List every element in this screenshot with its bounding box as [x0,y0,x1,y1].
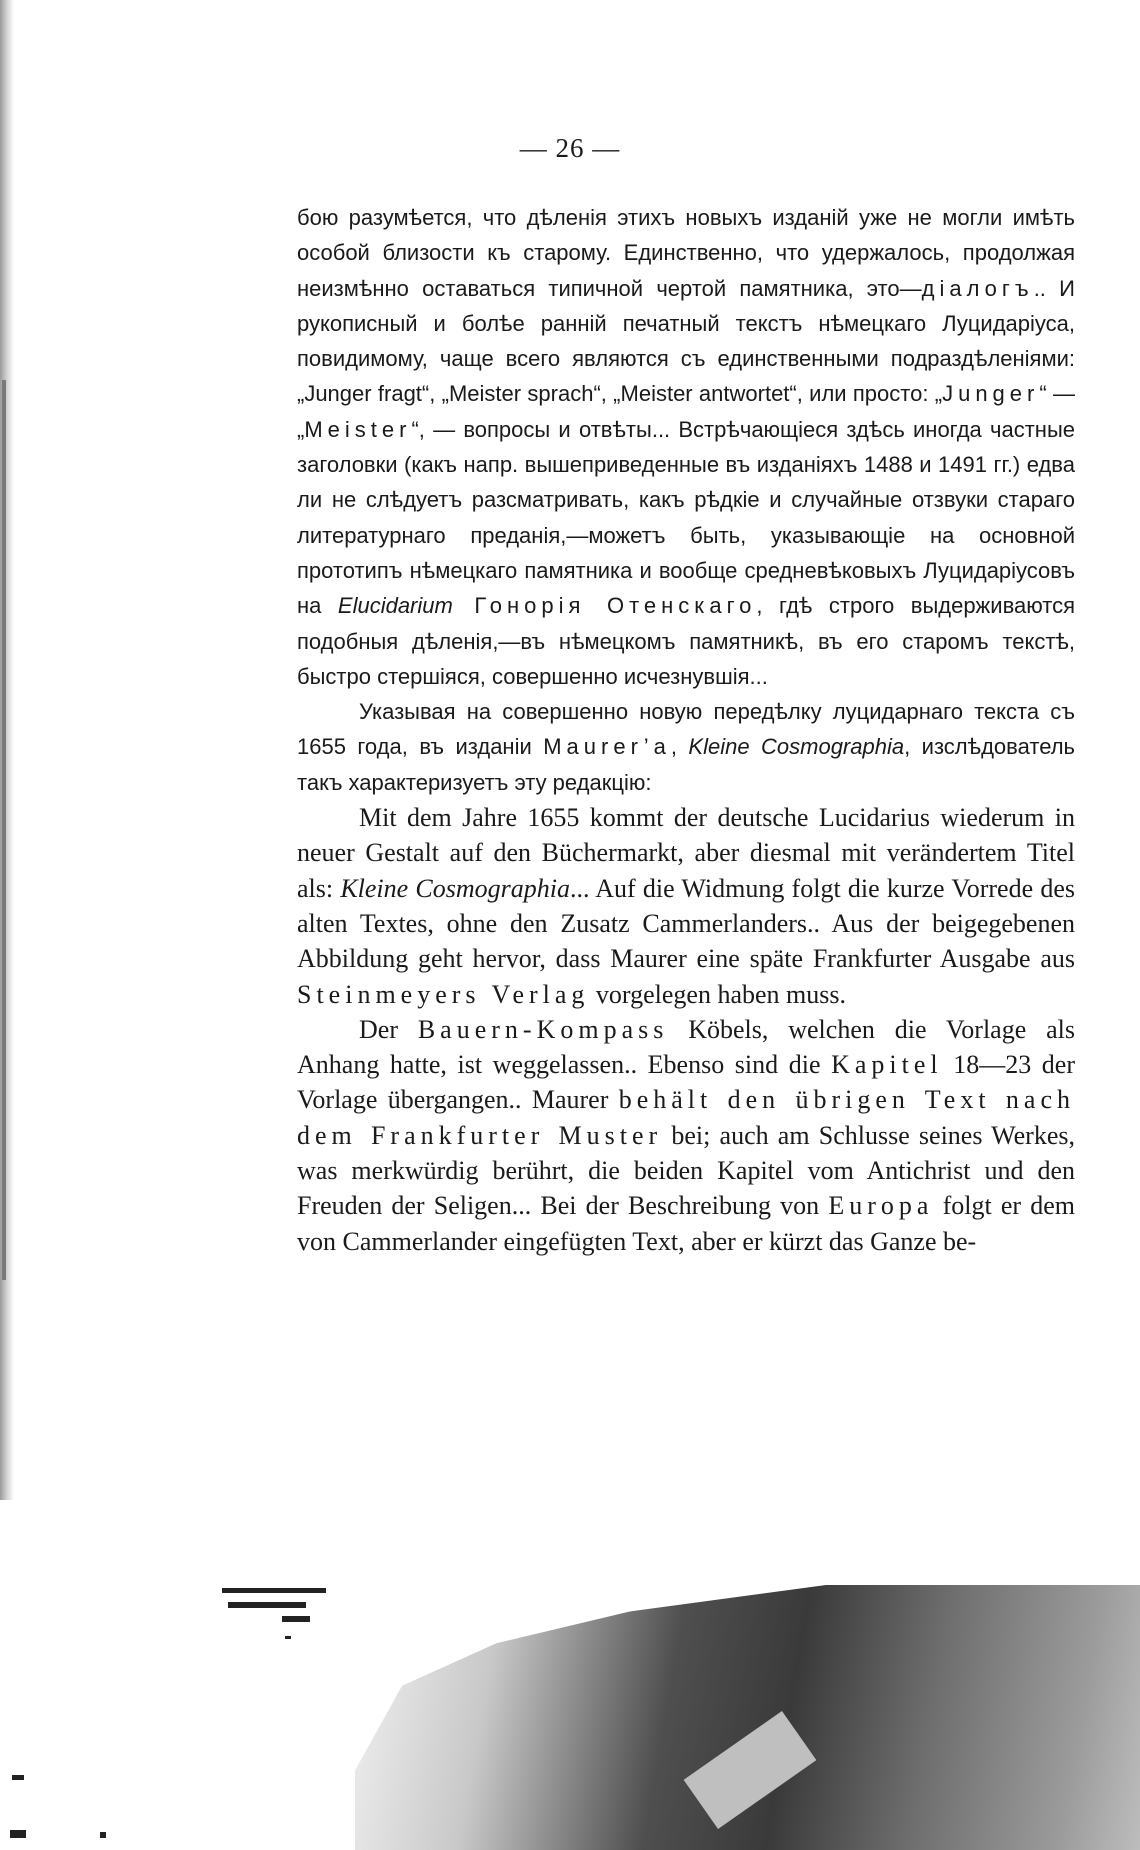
scan-artifact-shadow [355,1585,1140,1850]
german-quote-2: Der Bauern-Kompass Köbels, welchen die Vorlage als Anhang hatte, ist weggelassen.. Ebenso sind die Kapitel 18—23 der Vorlage übergangen.. Maurer behält den übrigen Text nach dem Frankfurter Muster bei; auch am Schlusse seines Werkes, was merkwürdig berührt, die beiden Kapitel vom Antichrist und den Freuden der Seligen... Bei der Beschreibung von Europa folgt er dem von Cammerlander eingefügten Text, aber er kürzt das Ganze be- [297,1014,1076,1256]
paragraph-2: Указывая на совершенно новую передѣлку луцидарнаго текста съ 1655 года, въ изданіи Maurer’a, Kleine Cosmographia, изслѣдователь такъ характеризуетъ эту редакцію: [297,699,1075,795]
scan-artifact-mark [222,1588,326,1593]
page-body [297,200,1075,1259]
scan-binding-shadow [2,380,6,1280]
german-quote-1: Mit dem Jahre 1655 kommt der deutsche Lucidarius wiederum in neuer Gestalt auf den Büchermarkt, aber diesmal mit verändertem Titel als: Kleine Cosmographia... Auf die Widmung folgt die kurze Vorrede des alten Textes, ohne den Zusatz Cammerlanders.. Aus der beigegebenen Abbildung geht hervor, dass Maurer eine späte Frankfurter Ausgabe aus Steinmeyers Verlag vorgelegen haben muss. [297,803,1076,1009]
scan-artifact-mark [282,1616,310,1622]
scan-artifact-mark [285,1636,291,1639]
scan-artifact-mark [10,1830,26,1838]
scan-artifact-mark [228,1602,306,1608]
scan-artifact-mark [100,1832,106,1838]
paragraph-1: бою разумѣется, что дѣленія этихъ новыхъ изданій уже не могли имѣть особой близости къ старому. Единственно, что удержалось, продолжая неизмѣнно оставаться типичной чертой памятника, это—діалогъ.. И рукописный и болѣе ранній печатный текстъ нѣмецкаго Луцидаріуса, повидимому, чаще всего являются съ единственными подраздѣленіями: „Junger fragt“, „Meister sprach“, „Meister antwortet“, или просто: „Junger“ — „Meister“, — вопросы и отвѣты... Встрѣчающіеся здѣсь иногда частные заголовки (какъ напр. вышеприведенные въ изданіяхъ 1488 и 1491 гг.) едва ли не слѣдуетъ разсматривать, какъ рѣдкіе и случайные отзвуки стараго литературнаго преданія,—можетъ быть, указывающіе на основной прототипъ нѣмецкаго памятника и вообще средневѣковыхъ Луцидаріусовъ на Elucidarium Гонорія Отенскаго, гдѣ строго выдерживаются подобныя дѣленія,—въ нѣмецкомъ памятникѣ, въ его старомъ текстѣ, быстро стершіяся, совершенно исчезнувшія... [297,205,1076,689]
page-number: — 26 — [519,133,621,163]
scan-artifact-mark [12,1775,24,1780]
